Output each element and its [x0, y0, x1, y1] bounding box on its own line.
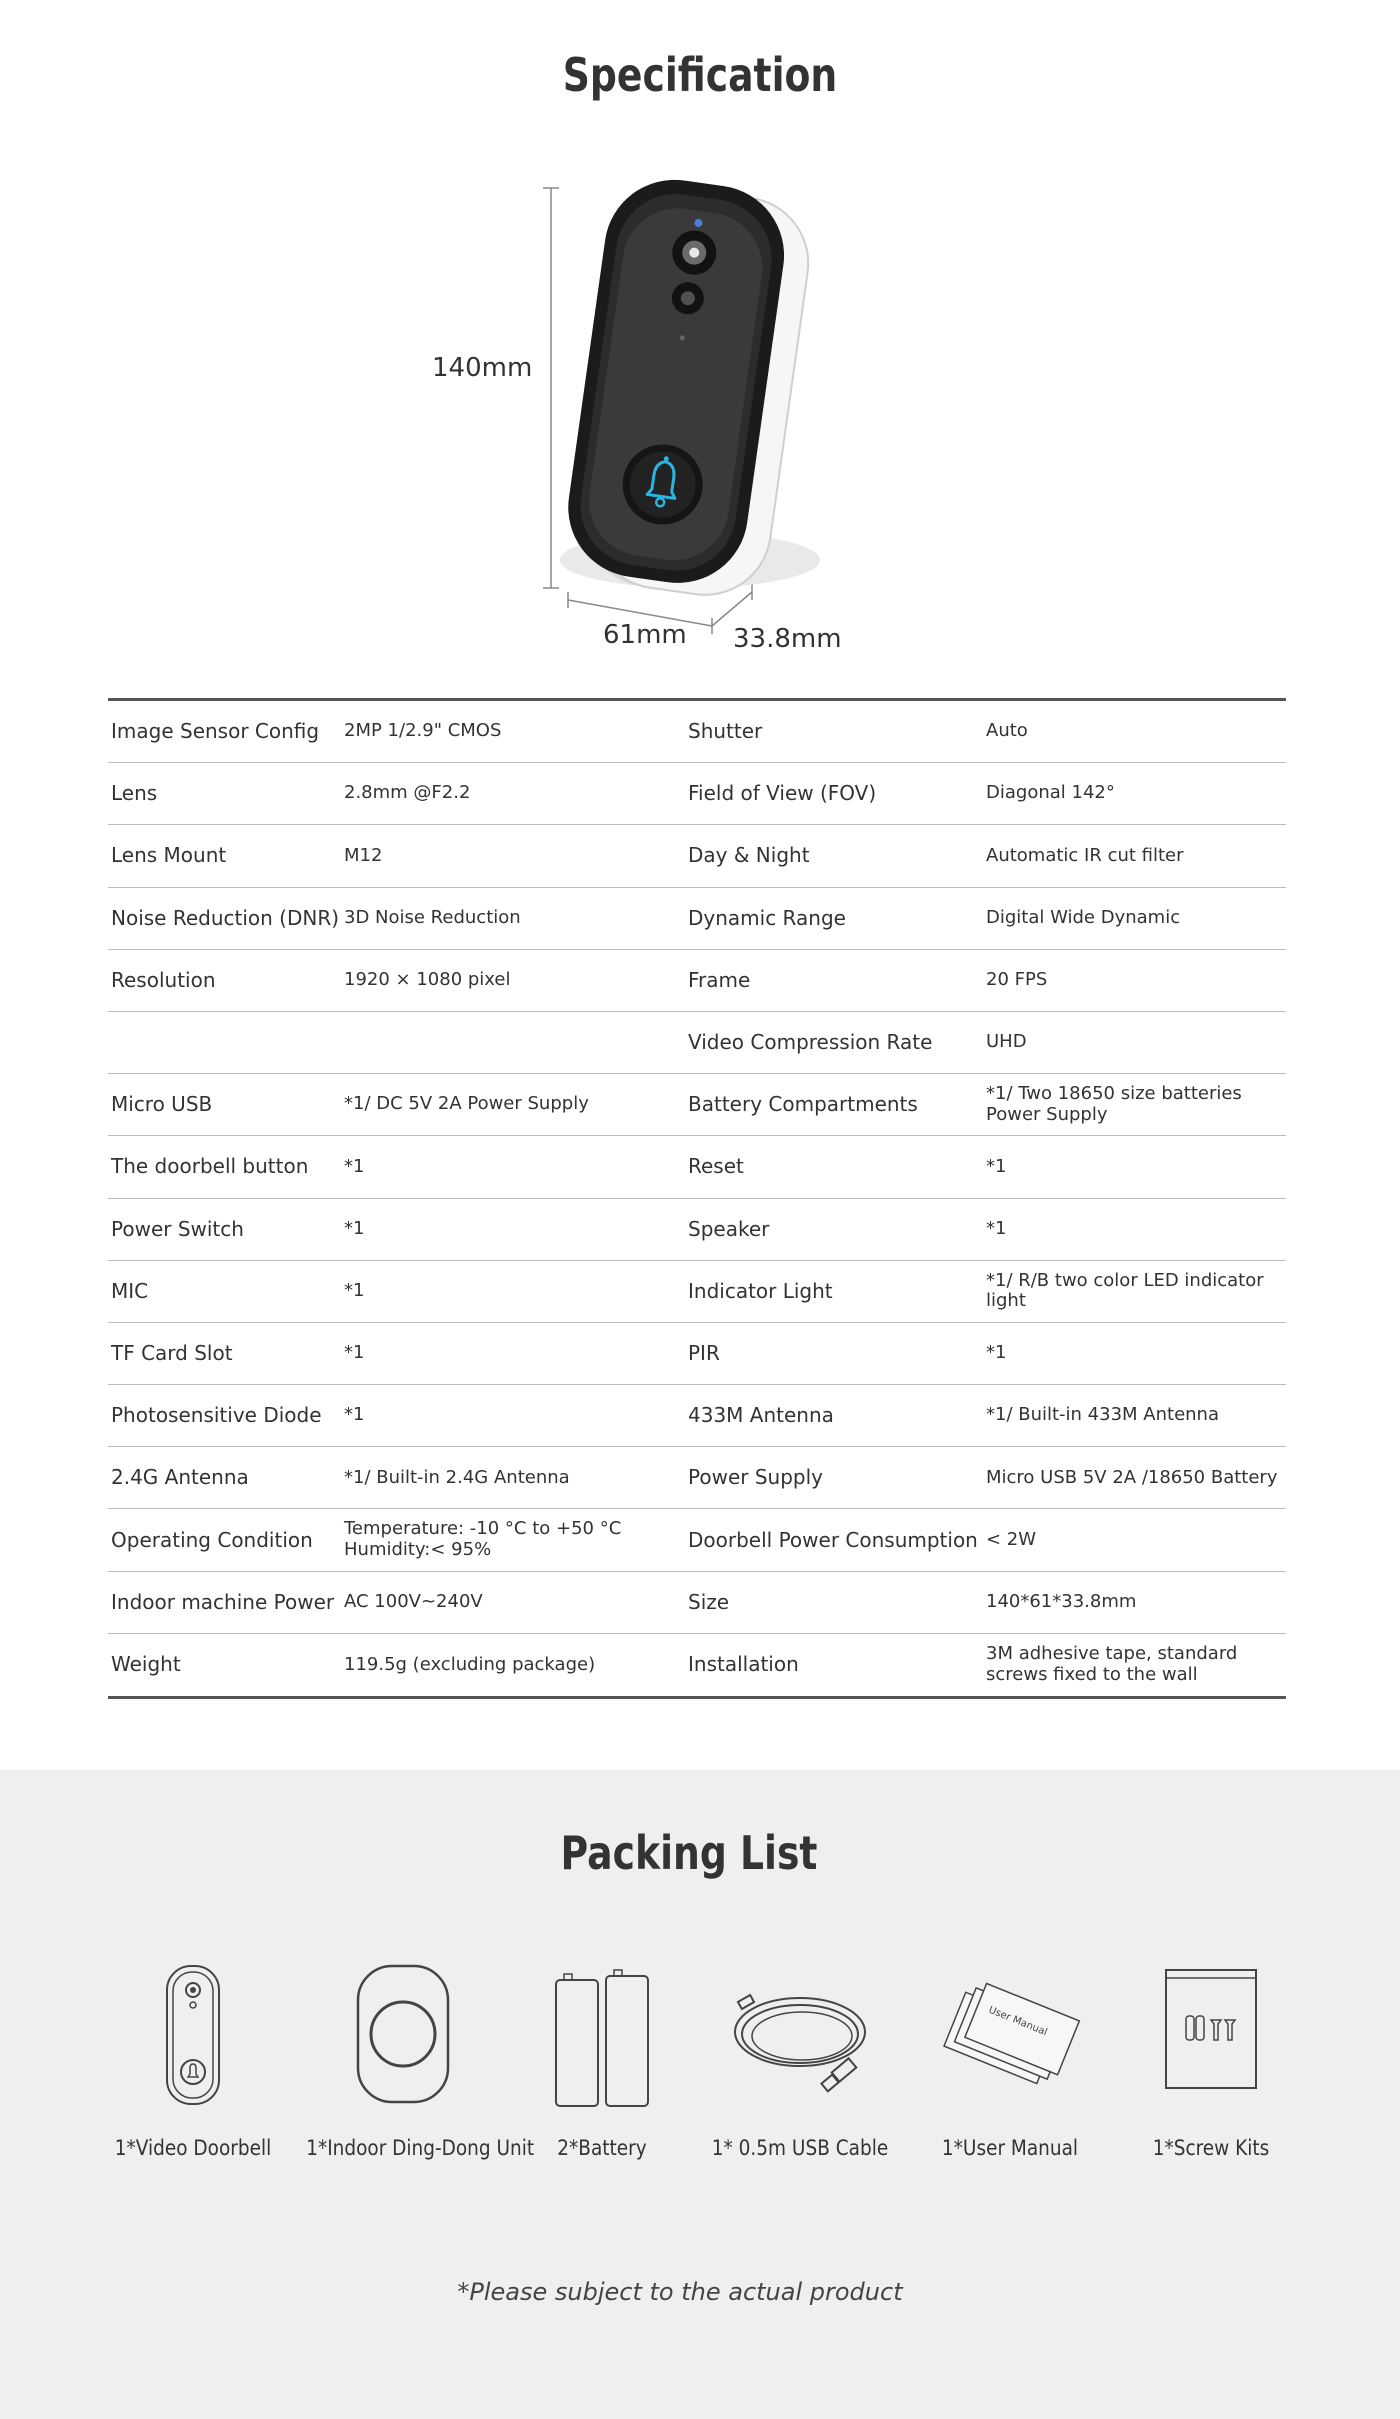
manual-cover-text: User Manual [986, 2004, 1049, 2039]
spec-label-left: Micro USB [111, 1092, 213, 1117]
spec-label-right: Reset [688, 1154, 744, 1179]
spec-value-left: 119.5g (excluding package) [344, 1653, 596, 1675]
spec-label-right: PIR [688, 1340, 720, 1365]
spec-value-right: *1/ Two 18650 size batteries Power Supply [986, 1083, 1242, 1125]
spec-row [108, 1323, 1286, 1385]
packing-list-section [0, 1770, 1400, 2419]
spec-label-left: The doorbell button [111, 1154, 309, 1179]
spec-row [108, 1261, 1286, 1323]
spec-label-left: TF Card Slot [111, 1340, 233, 1365]
spec-value-right: Micro USB 5V 2A /18650 Battery [986, 1466, 1278, 1488]
spec-row [108, 1572, 1286, 1634]
spec-value-right: Digital Wide Dynamic [986, 906, 1181, 928]
spec-value-left: 1920 × 1080 pixel [344, 969, 511, 990]
spec-label-right: Video Compression Rate [688, 1030, 933, 1055]
spec-value-right: < 2W [986, 1528, 1037, 1550]
pack-item-video-doorbell [83, 1960, 303, 2160]
spec-label-right: Doorbell Power Consumption [688, 1527, 978, 1552]
spec-value-left: 3D Noise Reduction [344, 906, 521, 928]
height-dimension-label: 140mm [432, 353, 533, 383]
packing-list-title: Packing List [560, 1826, 818, 1880]
chime-unit-icon [353, 1960, 453, 2110]
user-manual-icon [935, 1960, 1085, 2110]
spec-value-right: *1 [986, 1217, 1007, 1239]
usb-cable-icon [725, 1960, 875, 2110]
specification-table [108, 698, 1286, 1699]
spec-value-left: AC 100V~240V [344, 1590, 483, 1612]
spec-label-left: Image Sensor Config [111, 719, 320, 744]
pack-item-label: 2*Battery [557, 2136, 647, 2160]
spec-label-right: Dynamic Range [688, 905, 846, 930]
spec-label-right: Indicator Light [688, 1278, 833, 1303]
spec-value-left: *1/ Built-in 2.4G Antenna [344, 1466, 570, 1488]
spec-label-left: Lens [111, 781, 158, 806]
spec-value-left: Temperature: -10 °C to +50 °C Humidity:< 95% [344, 1518, 622, 1561]
pack-item-label: 1*Indoor Ding-Dong Unit [306, 2136, 535, 2160]
spec-label-right: Power Supply [688, 1465, 823, 1490]
spec-label-left: MIC [111, 1278, 149, 1303]
spec-row [108, 763, 1286, 825]
spec-row [108, 1634, 1286, 1696]
spec-value-right: UHD [986, 1031, 1027, 1053]
spec-value-right: *1 [986, 1342, 1007, 1364]
spec-label-right: Shutter [688, 719, 763, 744]
pack-item-usb-cable [690, 1960, 910, 2160]
spec-value-right: 3M adhesive tape, standard screws fixed to the wall [986, 1643, 1238, 1685]
spec-value-left: *1 [344, 1217, 365, 1239]
pack-item-chime-unit [293, 1960, 535, 2160]
spec-label-left: Weight [111, 1652, 181, 1677]
pack-item-label: 1*Video Doorbell [114, 2136, 272, 2160]
spec-row [108, 701, 1286, 763]
pack-item-screw-kit [1101, 1960, 1321, 2160]
spec-row [108, 950, 1286, 1012]
battery-icon [552, 1960, 652, 2110]
spec-value-right: *1 [986, 1155, 1007, 1177]
doorbell-dimension-drawing [0, 160, 1400, 680]
pack-item-user-manual [900, 1960, 1120, 2160]
spec-row [108, 1509, 1286, 1571]
spec-value-left: 2.8mm @F2.2 [344, 782, 471, 804]
video-doorbell-icon [153, 1960, 233, 2110]
spec-value-right: Automatic IR cut filter [986, 844, 1184, 866]
spec-value-right: *1/ R/B two color LED indicator light [986, 1269, 1264, 1312]
screw-kit-icon [1161, 1960, 1261, 2110]
spec-label-left: 2.4G Antenna [111, 1465, 249, 1490]
spec-value-left: *1 [344, 1404, 365, 1426]
spec-row [108, 1074, 1286, 1136]
spec-label-right: Speaker [688, 1216, 770, 1241]
spec-label-right: Battery Compartments [688, 1092, 918, 1117]
spec-label-left: Operating Condition [111, 1527, 313, 1552]
spec-label-right: Size [688, 1589, 730, 1614]
disclaimer-note: *Please subject to the actual product [457, 2278, 903, 2306]
spec-value-right: 20 FPS [986, 969, 1048, 990]
spec-value-left: M12 [344, 844, 383, 866]
spec-row [108, 1012, 1286, 1074]
spec-value-left: *1 [344, 1342, 365, 1364]
spec-row [108, 1447, 1286, 1509]
spec-label-left: Power Switch [111, 1216, 244, 1241]
spec-value-left: 2MP 1/2.9" CMOS [344, 720, 502, 742]
width-dimension-label: 61mm [603, 620, 687, 650]
pack-item-label: 1*User Manual [941, 2136, 1079, 2160]
spec-value-right: Diagonal 142° [986, 782, 1115, 804]
spec-label-right: Field of View (FOV) [688, 781, 877, 806]
spec-value-right: 140*61*33.8mm [986, 1590, 1137, 1612]
spec-row [108, 825, 1286, 887]
spec-label-left: Noise Reduction (DNR) [111, 905, 340, 930]
spec-row [108, 1136, 1286, 1198]
spec-label-left: Photosensitive Diode [111, 1403, 322, 1428]
product-illustration [0, 160, 1400, 680]
spec-value-right: Auto [986, 720, 1028, 742]
spec-row [108, 888, 1286, 950]
spec-value-left: *1 [344, 1279, 365, 1301]
spec-label-right: Frame [688, 967, 751, 992]
pack-item-battery [492, 1960, 712, 2160]
spec-label-left: Resolution [111, 967, 216, 992]
spec-label-right: 433M Antenna [688, 1403, 834, 1428]
spec-label-right: Day & Night [688, 843, 810, 868]
pack-item-label: 1* 0.5m USB Cable [711, 2136, 889, 2160]
spec-row [108, 1199, 1286, 1261]
spec-value-left: *1 [344, 1155, 365, 1177]
pack-item-label: 1*Screw Kits [1152, 2136, 1270, 2160]
spec-value-right: *1/ Built-in 433M Antenna [986, 1404, 1219, 1426]
spec-label-right: Installation [688, 1652, 799, 1677]
specification-title: Specification [562, 48, 838, 102]
spec-row [108, 1385, 1286, 1447]
depth-dimension-label: 33.8mm [733, 624, 842, 654]
spec-label-left: Indoor machine Power [111, 1589, 335, 1614]
spec-value-left: *1/ DC 5V 2A Power Supply [344, 1093, 589, 1115]
spec-label-left: Lens Mount [111, 843, 227, 868]
